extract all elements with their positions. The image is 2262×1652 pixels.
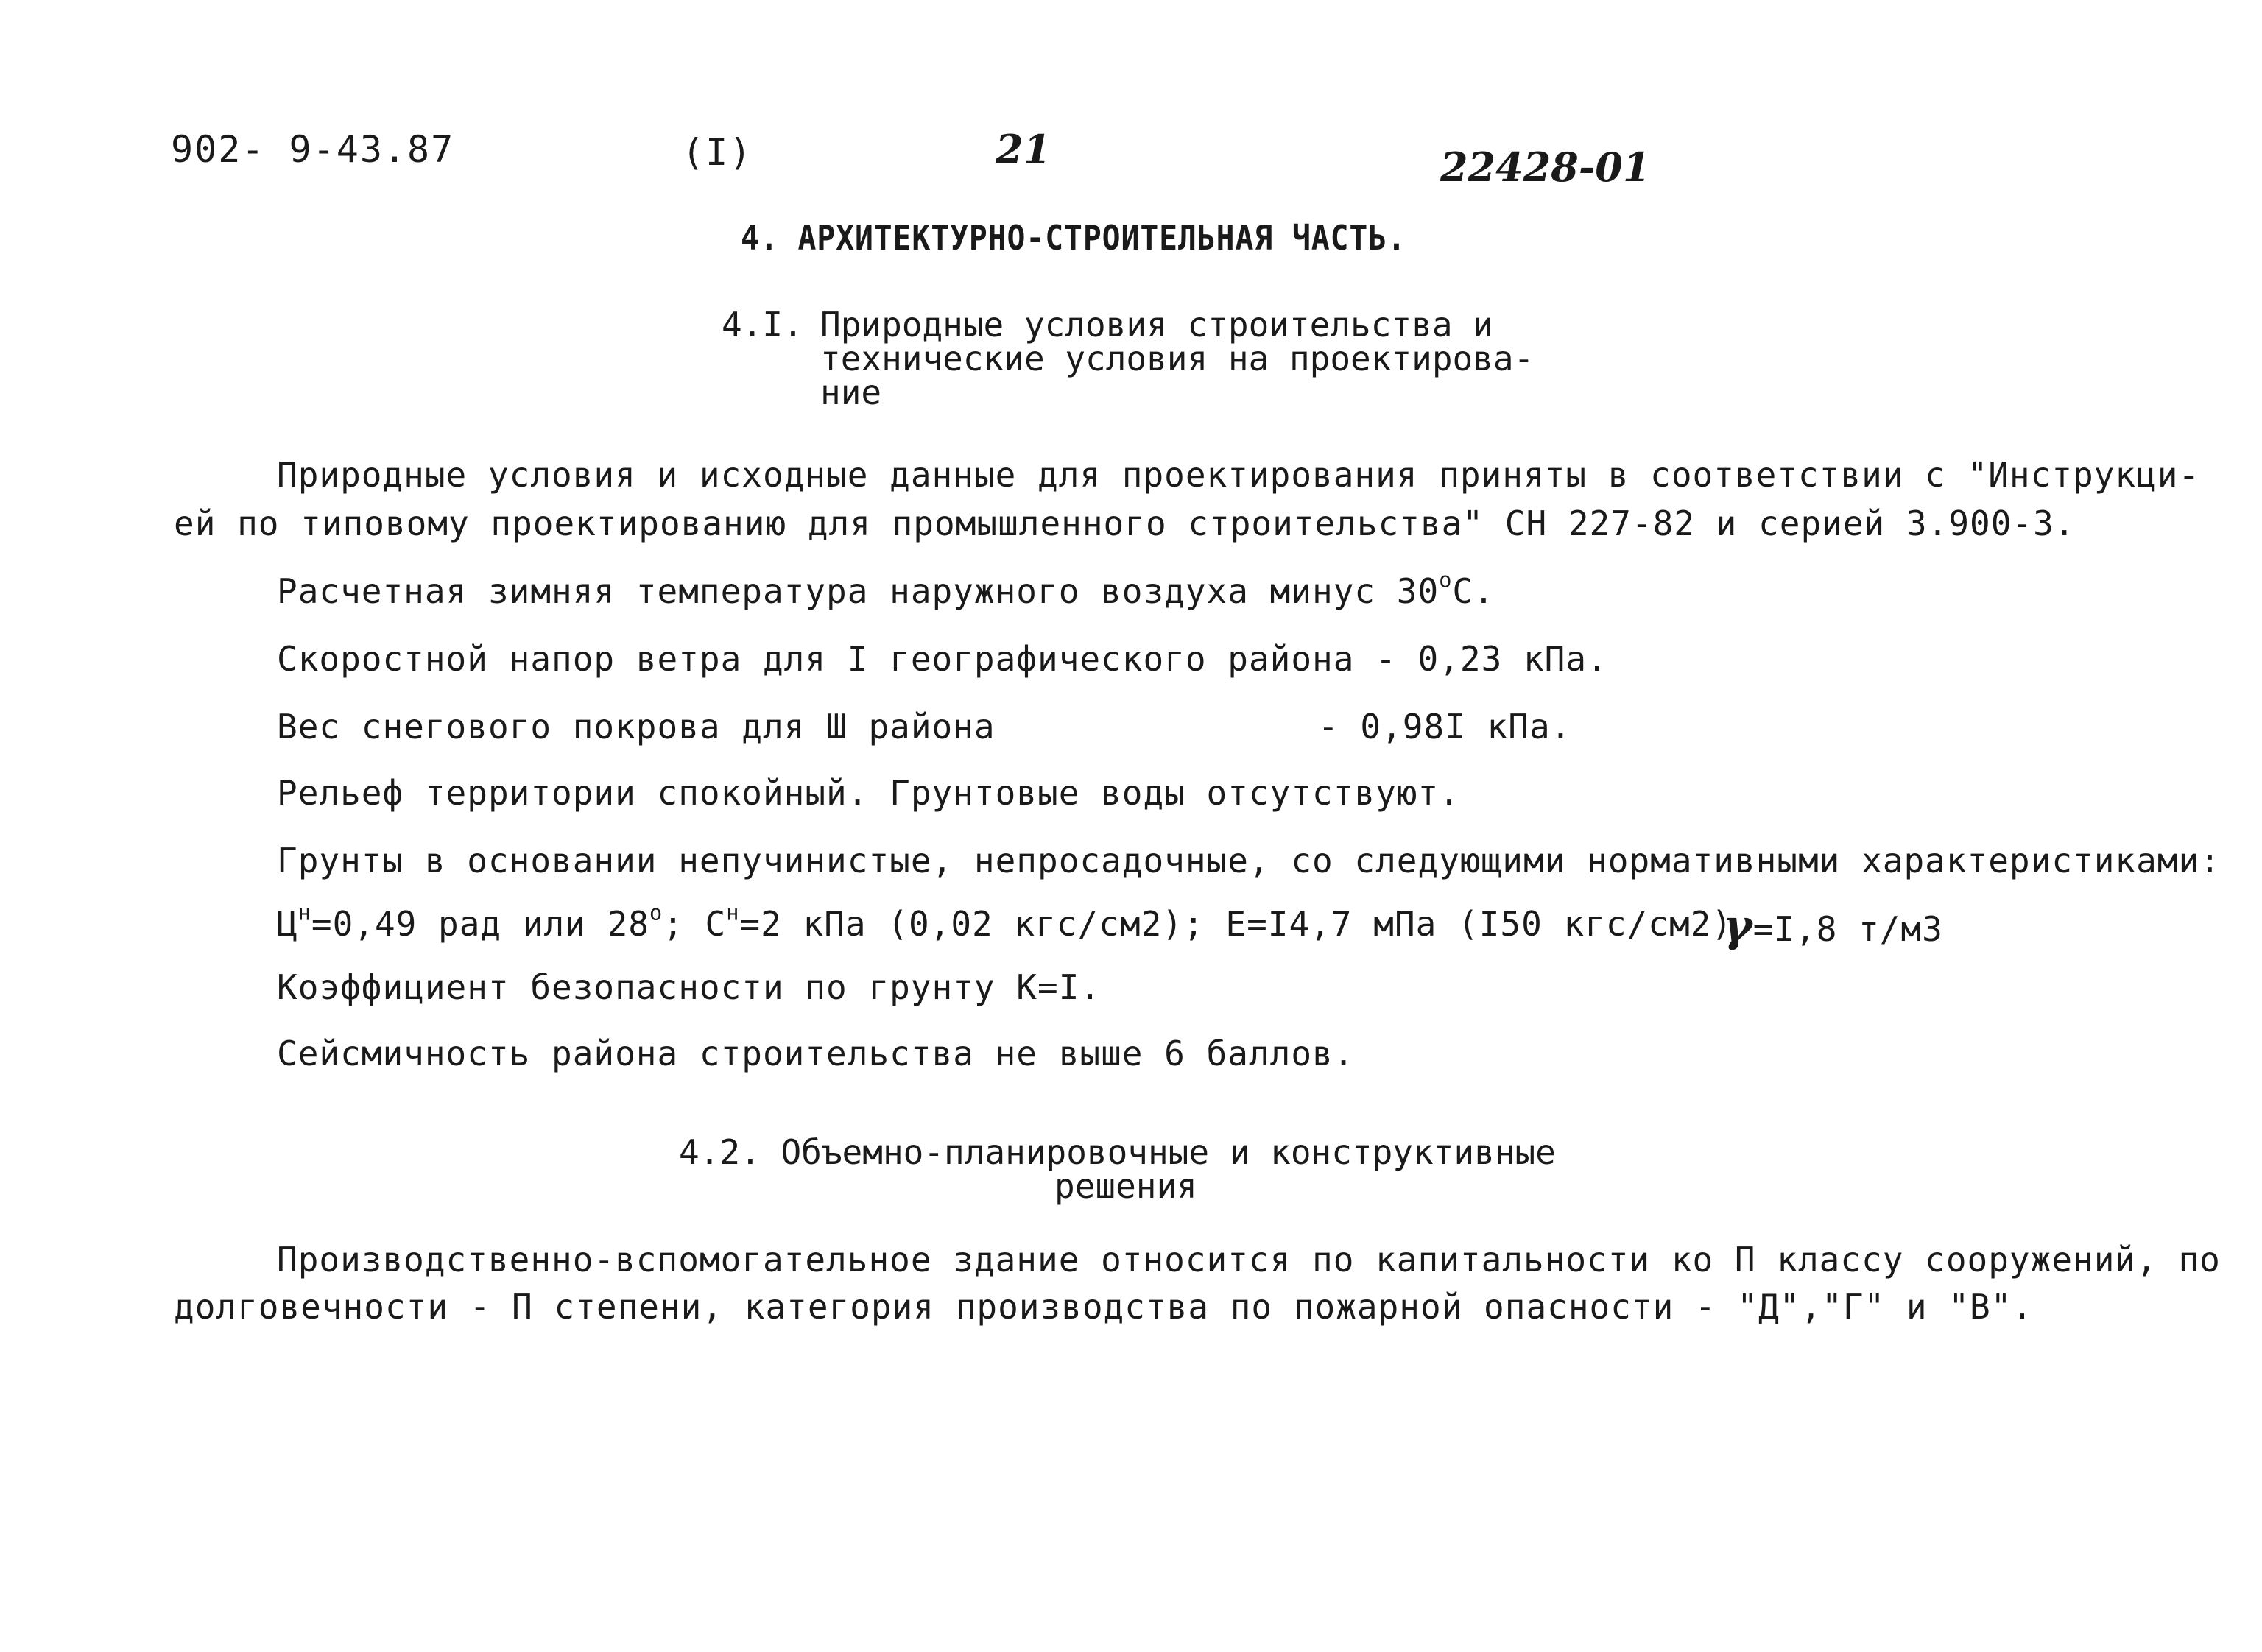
degree-mark: о [1439,568,1453,593]
subsection-title-line: технические условия на проектирова- [820,339,1535,378]
soils-line: Грунты в основании непучинистые, непросадочные, со следующими нормативными характеристиками: [277,841,2221,880]
part-number: (I) [682,131,753,174]
gamma-symbol: γ [1723,900,1753,952]
temperature-line: Расчетная зимняя температура наружного воздуха минус $30^оС$. [277,568,1495,611]
safety-line: Коэффициент безопасности по грунту К=I. [277,967,1102,1007]
wind-line: Скоростной напор ветра для I географического района - 0,23 кПа. [277,639,1608,679]
section-title: 4. АРХИТЕКТУРНО-СТРОИТЕЛЬНАЯ ЧАСТЬ. [741,218,1406,258]
relief-line: Рельеф территории спокойный. Грунтовые воды отсутствуют. [277,773,1460,813]
building-line-1: Производственно-вспомогательное здание относится по капитальности ко П классу сооружений, по [277,1240,2221,1279]
snow-value: - 0,98I кПа. [1318,707,1572,746]
doc-code: 902- 9-43.87 [171,128,455,171]
gamma-value: γ=I,8 т/м3 [1723,900,1943,952]
album-number: 22428-01 [1440,144,1651,191]
subsection-42-title-line-1: 4.2. Объемно-планировочные и конструктивные [679,1132,1556,1172]
intro-line-2: ей по типовому проектированию для промышленного строительства" СН 227-82 и серией 3.900-3. [174,504,2076,543]
page-number: 21 [996,126,1051,173]
soil-parameters-line: $Ц^н=0,49$ рад или $28^о$; $С^н=2$ кПа (0,02 кгс/см2); Е=I4,7 мПа (I50 кгс/см2) [277,900,1733,944]
subsection-title-line: ние [820,373,882,412]
seismic-line: Сейсмичность района строительства не выше 6 баллов. [277,1034,1355,1073]
subsection-title [820,305,1535,412]
subsection-title-line: Природные условия строительства и [820,305,1493,345]
snow-label: Вес снегового покрова для Ш района [277,707,996,746]
subsection-number: 4.I. [722,305,803,345]
subsection-42-title-line-2: решения [1054,1166,1197,1206]
building-line-2: долговечности - П степени, категория производства по пожарной опасности - "Д","Г" и "В". [174,1287,2034,1327]
intro-line-1: Природные условия и исходные данные для проектирования приняты в соответствии с "Инструкци- [277,455,2200,495]
